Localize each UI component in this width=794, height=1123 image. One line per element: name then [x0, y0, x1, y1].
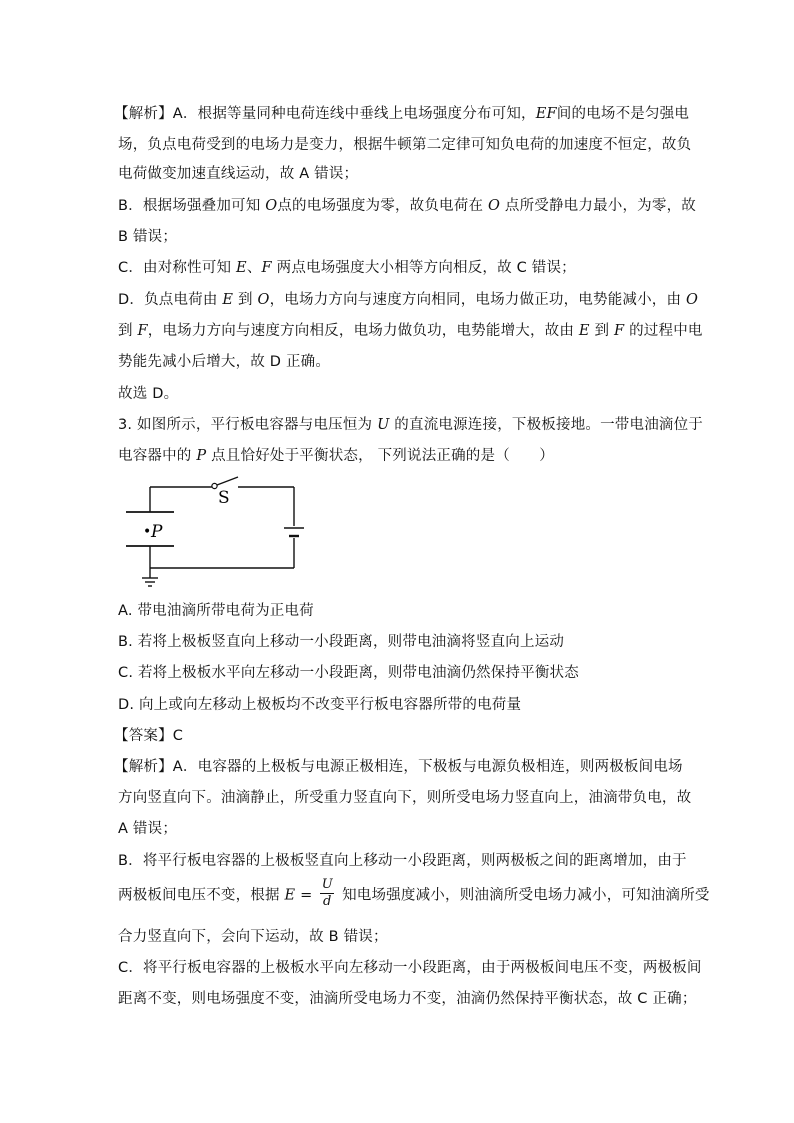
analysis-line: C．由对称性可知 E、F 两点电场强度大小相等方向相反，故 C 错误； [118, 260, 576, 276]
switch-contact [212, 483, 217, 488]
option-c: C. 若将上极板水平向左移动一小段距离，则带电油滴仍然保持平衡状态 [118, 665, 579, 681]
answer-line: 【答案】C [114, 728, 184, 744]
capacitor-circuit-diagram [116, 470, 316, 595]
analysis-line: B 错误； [118, 229, 178, 245]
analysis-line: 距离不变，则电场强度不变，油滴所受电场力不变，油滴仍然保持平衡状态，故 C 正确； [118, 991, 697, 1007]
analysis-line: C．将平行板电容器的上极板水平向左移动一小段距离，由于两极板间电压不变，两极板间 [118, 960, 702, 976]
option-d: D. 向上或向左移动上极板均不改变平行板电容器所带的电荷量 [118, 697, 522, 713]
fraction-u-over-d: $\frac{U}{d}$ [321, 877, 333, 909]
analysis-line: 电荷做变加速直线运动，故 A 错误； [118, 166, 359, 182]
point-dot: • [143, 524, 152, 540]
switch-label: S [218, 488, 230, 508]
analysis-line: 方向竖直向下。油滴静止，所受重力竖直向下，则所受电场力竖直向上，油滴带负电，故 [118, 790, 692, 806]
question-stem: 3. 如图所示，平行板电容器与电压恒为 U 的直流电源连接，下极板接地。一带电油滴位于 [118, 417, 703, 433]
switch-blade [217, 477, 238, 485]
question-stem: 电容器中的 P 点且恰好处于平衡状态， 下列说法正确的是（ ） [118, 448, 554, 464]
analysis-line: B．根据场强叠加可知 O点的电场强度为零，故负电荷在 O 点所受静电力最小，为零，故 [118, 198, 696, 214]
analysis-line: 场，负点电荷受到的电场力是变力，根据牛顿第二定律可知负电荷的加速度不恒定，故负 [118, 137, 692, 153]
point-label: P [151, 522, 163, 542]
analysis-line: 合力竖直向下，会向下运动，故 B 错误； [118, 929, 388, 945]
analysis-line: 【解析】A．根据等量同种电荷连线中垂线上电场强度分布可知，EF间的电场不是匀强电 [114, 106, 690, 122]
analysis-line: 【解析】A．电容器的上极板与电源正极相连，下极板与电源负极相连，则两极板间电场 [114, 759, 683, 775]
analysis-line: 到 F，电场力方向与速度方向相反，电场力做负功，电势能增大，故由 E 到 F 的过程中电 [118, 323, 703, 339]
analysis-line: B．将平行板电容器的上极板竖直向上移动一小段距离，则两极板之间的距离增加，由于 [118, 853, 687, 869]
analysis-line-formula: 两极板间电压不变，根据 E = $\frac{U}{d}$ 知电场强度减小，则油滴所受电场力减小，可知油滴所受 [118, 877, 710, 909]
analysis-line: D．负点电荷由 E 到 O，电场力方向与速度方向相同，电场力做正功，电势能减小，由 O [118, 292, 699, 308]
conclusion-line: 故选 D。 [118, 386, 179, 402]
option-b: B. 若将上极板竖直向上移动一小段距离，则带电油滴将竖直向上运动 [118, 634, 565, 650]
analysis-line: 势能先减小后增大，故 D 正确。 [118, 354, 331, 370]
analysis-line: A 错误； [118, 821, 178, 837]
option-a: A. 带电油滴所带电荷为正电荷 [118, 603, 314, 619]
